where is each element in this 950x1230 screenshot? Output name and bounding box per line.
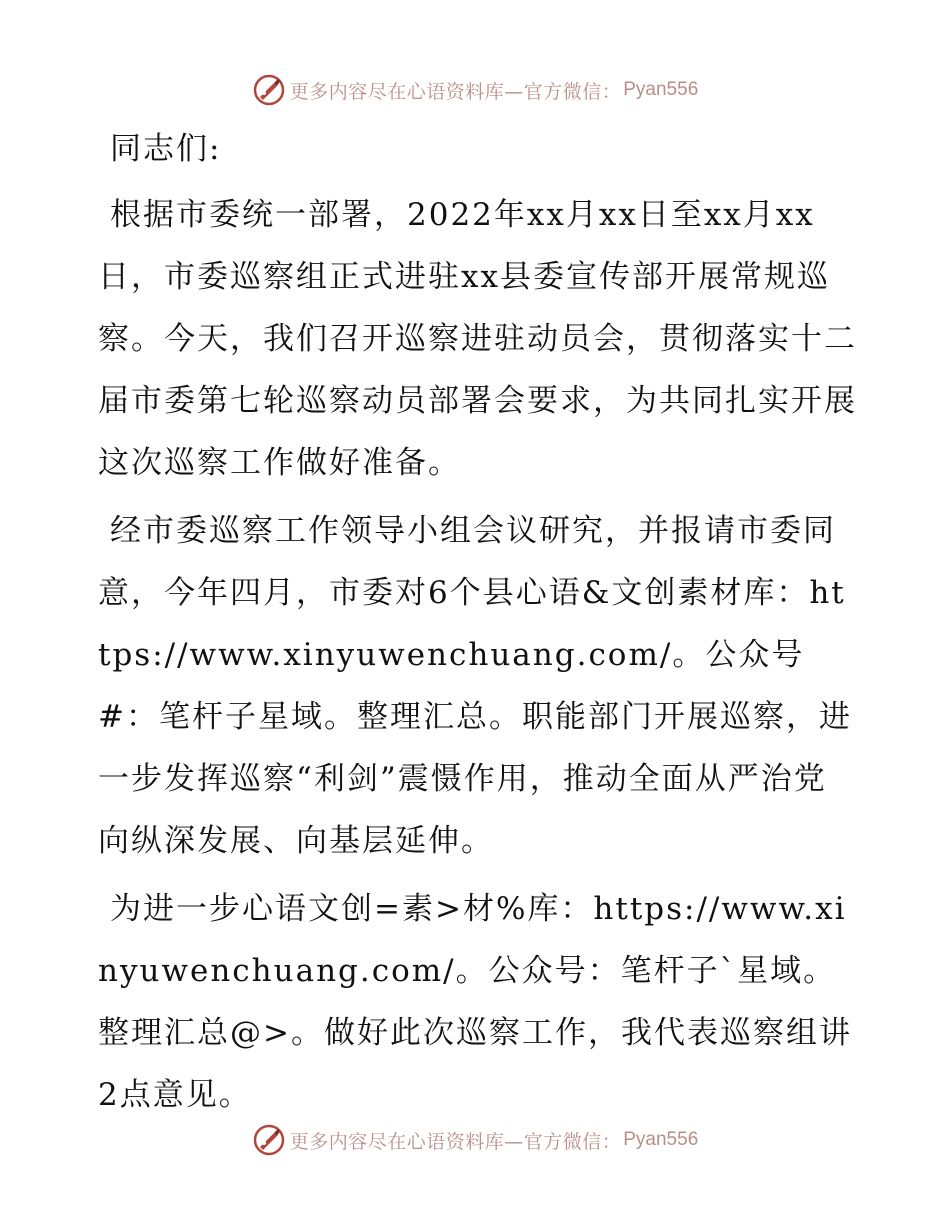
salutation: 同志们: <box>110 131 222 167</box>
pen-seal-icon <box>252 1123 286 1157</box>
watermark-handle: Pyan556 <box>623 79 699 100</box>
document-body <box>98 118 858 1126</box>
footer-watermark <box>0 1122 950 1158</box>
paragraph-3: 为进一步心语文创=素>材%库：https://www.xinyuwenchuang.com/。公众号：笔杆子`星域。整理汇总@>。做好此次巡察工作，我代表巡察组讲2点意见。 <box>98 891 852 1113</box>
watermark-handle: Pyan556 <box>623 1129 699 1150</box>
paragraph-2: 经市委巡察工作领导小组会议研究，并报请市委同意，今年四月，市委对6个县心语&文创素材库：https://www.xinyuwenchuang.com/。公众号#：笔杆子星域。整理汇总。职能部门开展巡察，进一步发挥巡察“利剑”震慑作用，推动全面从严治党向纵深发展、向基层延伸。 <box>98 513 852 859</box>
pen-seal-icon <box>252 73 286 107</box>
watermark-text: 更多内容尽在心语资料库—官方微信： <box>289 1130 622 1153</box>
paragraph-1: 根据市委统一部署，2022年xx月xx日至xx月xx日，市委巡察组正式进驻xx县委宣传部开展常规巡察。今天，我们召开巡察进驻动员会，贯彻落实十二届市委第七轮巡察动员部署会要求，为共同扎实开展这次巡察工作做好准备。 <box>98 197 857 481</box>
header-watermark <box>0 72 950 108</box>
watermark-text: 更多内容尽在心语资料库—官方微信： <box>289 80 622 103</box>
